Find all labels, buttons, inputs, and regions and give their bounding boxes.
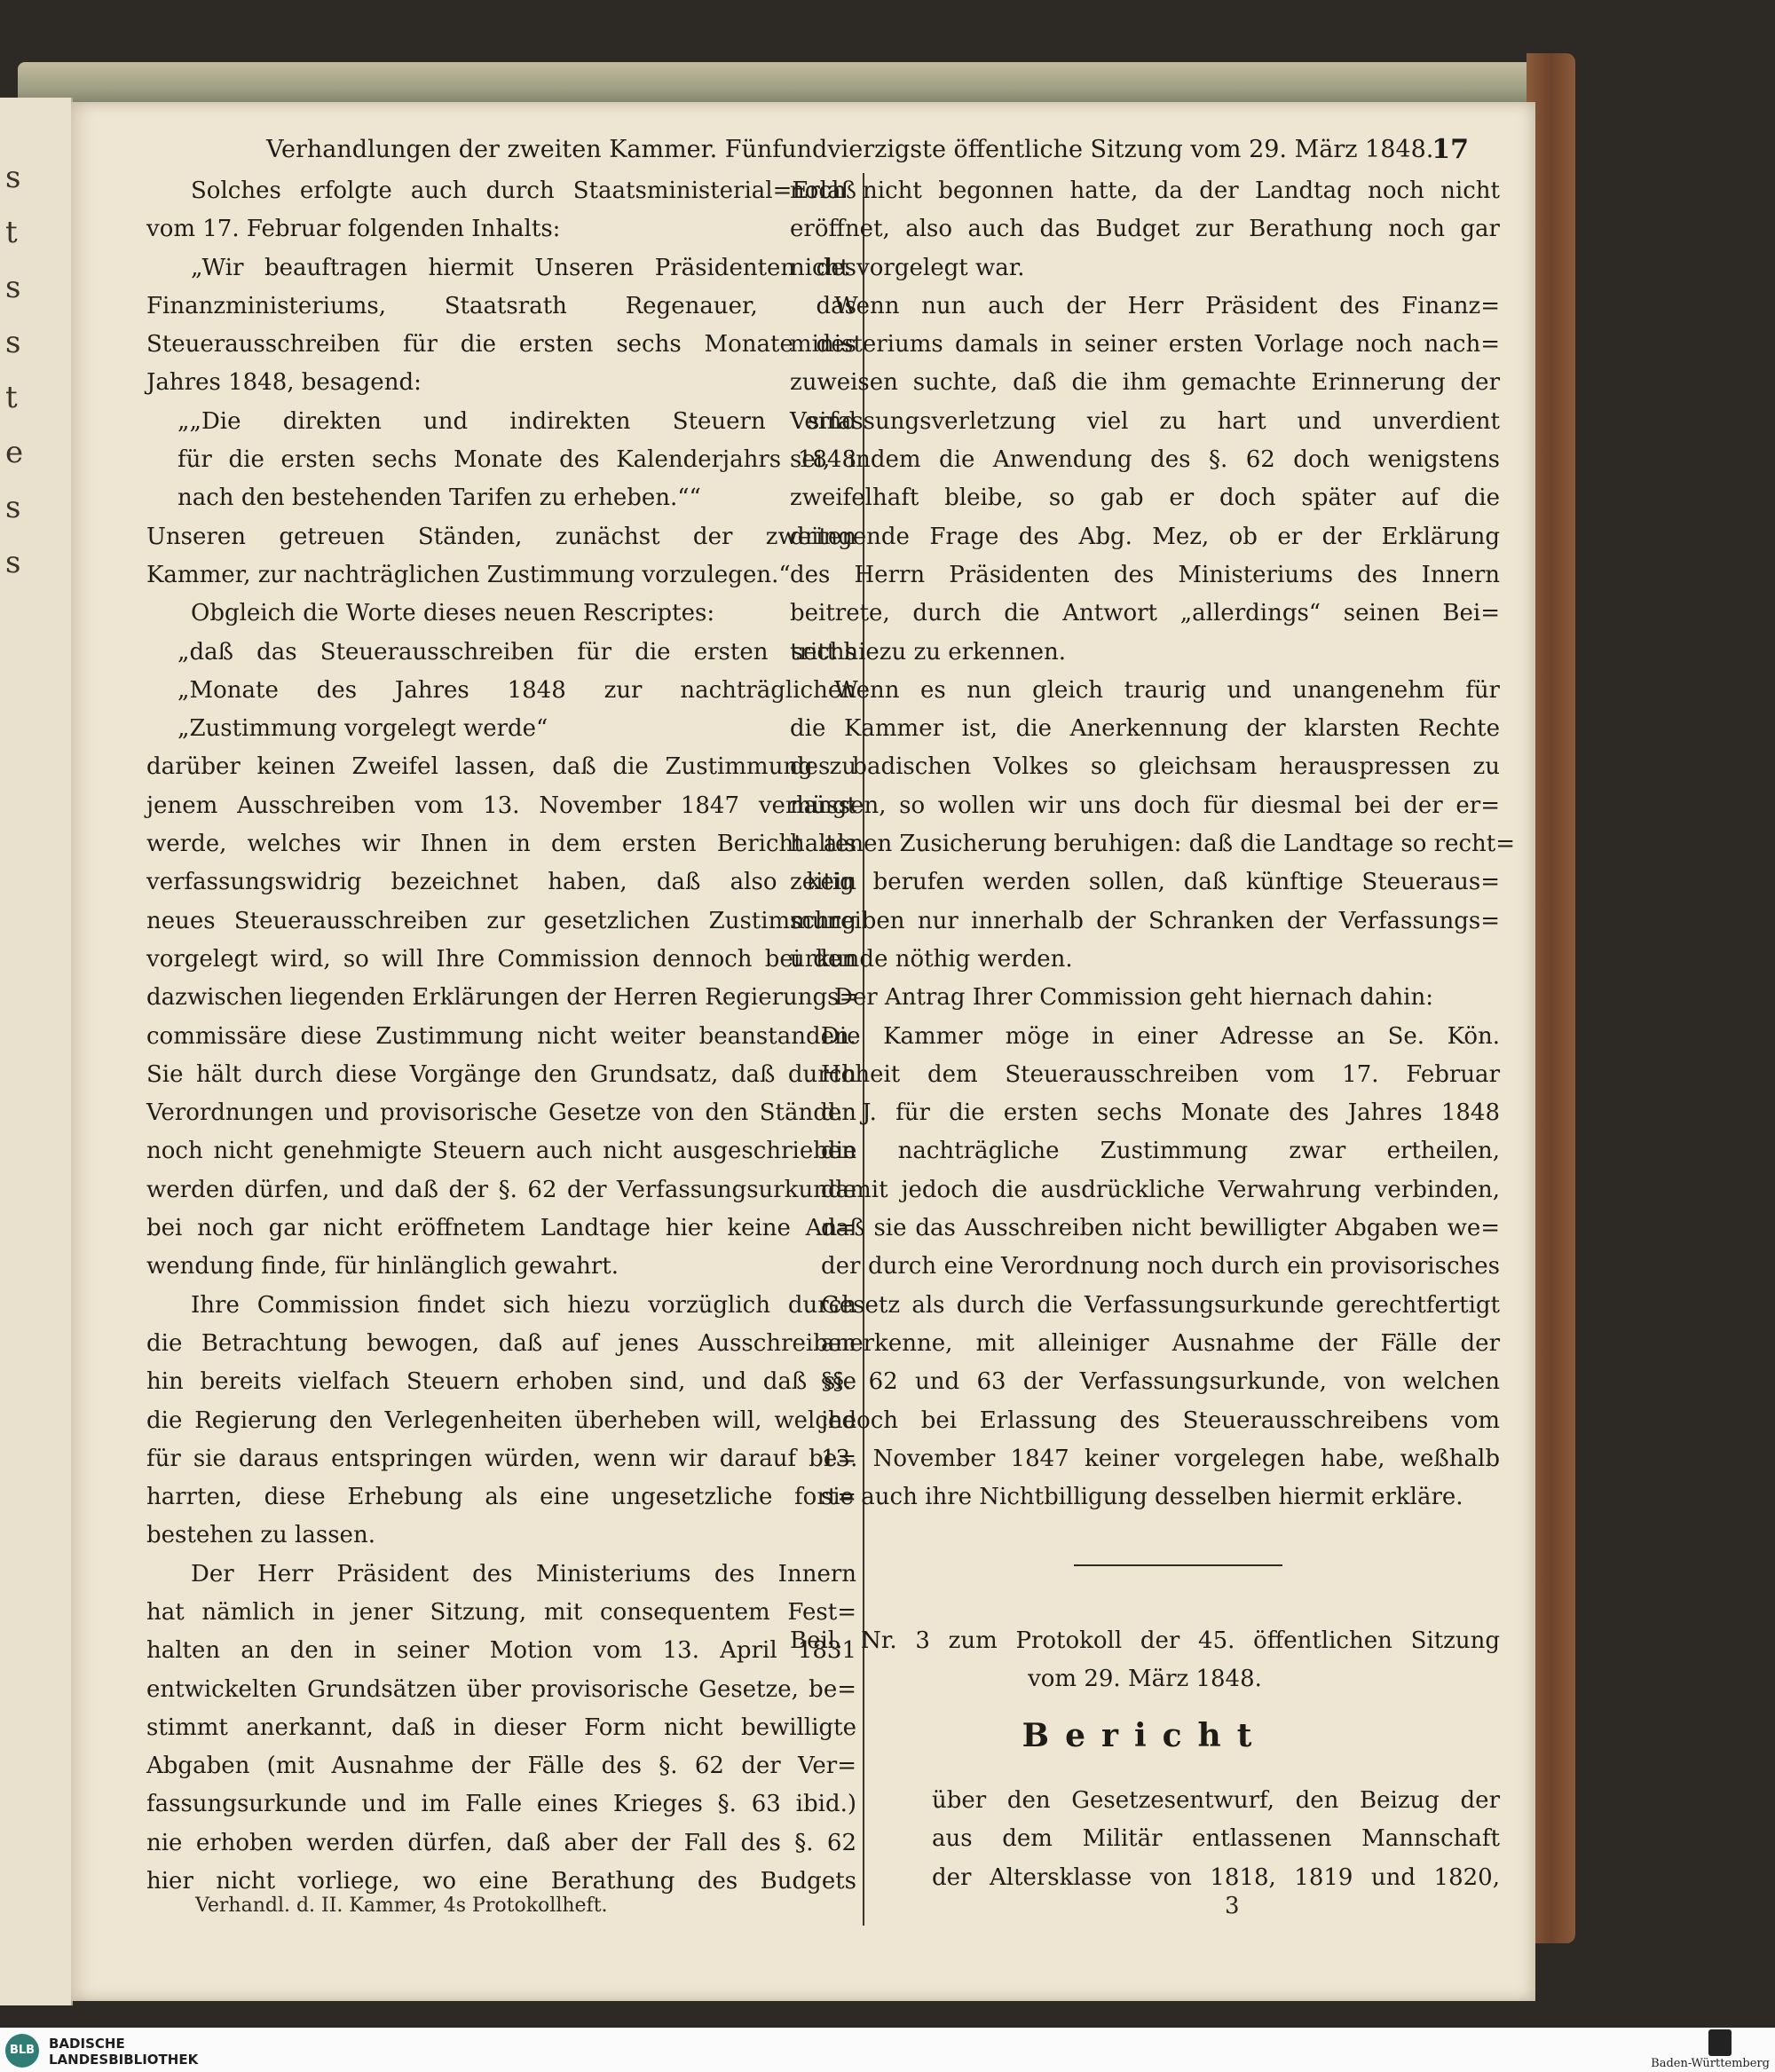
text-line: daß sie das Ausschreiben nicht bewilligter Abgaben we= — [821, 1215, 1500, 1242]
text-line: zeitig berufen werden sollen, daß künftige Steueraus= — [790, 869, 1500, 896]
text-line: darüber keinen Zweifel lassen, daß die Zustimmung zu — [146, 753, 856, 781]
text-line: über den Gesetzesentwurf, den Beizug der — [932, 1787, 1500, 1814]
text-line: hier nicht vorliege, wo eine Berathung des Budgets — [146, 1868, 856, 1895]
coat-of-arms-icon — [1708, 2029, 1732, 2056]
text-line: Der Herr Präsident des Ministeriums des Innern — [191, 1560, 856, 1587]
text-line: für die ersten sechs Monate des Kalenderjahrs 1848 — [178, 446, 856, 474]
text-line: die nachträgliche Zustimmung zwar ertheilen, — [821, 1138, 1500, 1165]
beilage-line: vom 29. März 1848. — [1028, 1666, 1262, 1692]
left-page-fragment: s — [5, 160, 21, 195]
beilage-heading — [790, 1622, 1500, 1698]
left-page-fragment: s — [5, 545, 21, 580]
text-line: „„Die direkten und indirekten Steuern sind — [178, 407, 856, 435]
text-line: Steuerausschreiben für die ersten sechs Monate des — [146, 331, 856, 358]
text-line: eröffnet, also auch das Budget zur Berathung noch gar — [790, 216, 1500, 243]
text-line: Der Antrag Ihrer Commission geht hiernach dahin: — [834, 984, 1433, 1012]
text-line: bei noch gar nicht eröffnetem Landtage hier keine An= — [146, 1215, 856, 1242]
text-line: Wenn es nun gleich traurig und unangenehm für — [834, 676, 1500, 704]
text-line: damit jedoch die ausdrückliche Verwahrung verbinden, — [821, 1176, 1500, 1203]
text-line: schreiben nur innerhalb der Schranken der Verfassungs= — [790, 907, 1500, 934]
text-line: nie erhoben werden dürfen, daß aber der Fall des §. 62 — [146, 1829, 856, 1856]
text-line: neues Steuerausschreiben zur gesetzlichen Zustimmung — [146, 907, 856, 934]
left-page-fragment: t — [5, 380, 18, 415]
page-number: 17 — [1432, 134, 1469, 165]
text-line: werde, welches wir Ihnen in dem ersten Bericht als — [146, 831, 856, 858]
text-line: nach den bestehenden Tarifen zu erheben.““ — [178, 485, 701, 512]
text-line: hat nämlich in jener Sitzung, mit consequentem Fest= — [146, 1598, 856, 1626]
text-line: „Wir beauftragen hiermit Unseren Präsidenten des — [191, 254, 856, 281]
text-line: „daß das Steuerausschreiben für die ersten sechs — [178, 638, 856, 666]
book-top-edge — [18, 62, 1562, 106]
text-line: nicht vorgelegt war. — [790, 254, 1025, 281]
text-line: werden dürfen, und daß der §. 62 der Verfassungsurkunde — [146, 1176, 856, 1203]
text-line: „Zustimmung vorgelegt werde“ — [178, 715, 548, 743]
left-page-fragment: t — [5, 215, 18, 250]
text-line: Gesetz als durch die Verfassungsurkunde gerechtfertigt — [821, 1291, 1500, 1319]
text-line: dringende Frage des Abg. Mez, ob er der Erklärung — [790, 523, 1500, 550]
blb-logo[interactable]: BLB — [5, 2034, 39, 2068]
text-line: aus dem Militär entlassenen Mannschaft — [932, 1825, 1500, 1853]
text-line: 13. November 1847 keiner vorgelegen habe, weßhalb — [821, 1445, 1500, 1472]
text-line: Jahres 1848, besagend: — [146, 369, 422, 397]
text-line: sie auch ihre Nichtbilligung desselben hiermit erkläre. — [821, 1484, 1463, 1511]
text-line: Solches erfolgte auch durch Staatsministerial=Erlaß — [191, 177, 856, 204]
text-line: harrten, diese Erhebung als eine ungesetzliche fort= — [146, 1484, 856, 1511]
text-line: Verordnungen und provisorische Gesetze von den Ständen — [146, 1099, 856, 1127]
text-line: Verfassungsverletzung viel zu hart und unverdient — [790, 407, 1500, 435]
text-line: Unseren getreuen Ständen, zunächst der zweiten — [146, 523, 856, 550]
text-line: die Betrachtung bewogen, daß auf jenes Ausschreiben — [146, 1329, 856, 1357]
text-line: anerkenne, mit alleiniger Ausnahme der Fälle der — [821, 1329, 1500, 1357]
text-line: haltenen Zusicherung beruhigen: daß die Landtage so recht= — [790, 831, 1515, 858]
text-line: urkunde nöthig werden. — [790, 945, 1073, 973]
text-line: dazwischen liegenden Erklärungen der Herren Regierungs= — [146, 984, 859, 1012]
left-page-fragment: s — [5, 490, 21, 525]
text-line: Kammer, zur nachträglichen Zustimmung vorzulegen.“ — [146, 561, 791, 588]
text-line: tritt hiezu zu erkennen. — [790, 638, 1067, 666]
text-line: d. J. für die ersten sechs Monate des Jahres 1848 — [821, 1099, 1500, 1127]
left-page-fragment: s — [5, 325, 21, 360]
bericht-subtitle — [932, 1782, 1500, 1897]
text-line: müssen, so wollen wir uns doch für diesmal bei der er= — [790, 792, 1500, 819]
text-line: der Altersklasse von 1818, 1819 und 1820, — [932, 1863, 1500, 1891]
left-page-fragment: s — [5, 270, 21, 305]
text-line: sei, indem die Anwendung des §. 62 doch wenigstens — [790, 446, 1500, 474]
text-line: vom 17. Februar folgenden Inhalts: — [146, 216, 561, 243]
text-line: der durch eine Verordnung noch durch ein provisorisches — [821, 1253, 1500, 1280]
left-column — [146, 172, 859, 1901]
section-separator — [1074, 1564, 1282, 1566]
text-line: Obgleich die Worte dieses neuen Rescriptes: — [191, 600, 715, 627]
text-line: beitrete, durch die Antwort „allerdings“ seinen Bei= — [790, 600, 1500, 627]
text-line: §§. 62 und 63 der Verfassungsurkunde, von welchen — [821, 1368, 1500, 1396]
text-line: halten an den in seiner Motion vom 13. April 1831 — [146, 1637, 856, 1665]
text-line: commissäre diese Zustimmung nicht weiter beanstanden. — [146, 1022, 856, 1050]
library-name-line: BADISCHE — [49, 2036, 125, 2052]
text-line: zuweisen suchte, daß die ihm gemachte Erinnerung der — [790, 369, 1500, 397]
running-title: Verhandlungen der zweiten Kammer. Fünfundvierzigste öffentliche Sitzung vom 29. März 1848. — [266, 136, 1434, 163]
text-line: Wenn nun auch der Herr Präsident des Finanz= — [834, 292, 1500, 319]
footer-signature: Verhandl. d. II. Kammer, 4s Protokollheft. — [195, 1895, 608, 1917]
book-page — [71, 102, 1535, 2001]
text-line: fassungsurkunde und im Falle eines Krieges §. 63 ibid.) — [146, 1791, 856, 1818]
state-mark: Baden-Württemberg — [1651, 2057, 1770, 2070]
text-line: bestehen zu lassen. — [146, 1522, 375, 1549]
footer-sheet-mark: 3 — [1225, 1893, 1240, 1919]
left-page-edge — [0, 98, 73, 2005]
text-line: Ihre Commission findet sich hiezu vorzüglich durch — [191, 1291, 856, 1319]
text-line: jedoch bei Erlassung des Steuerausschreibens vom — [821, 1406, 1500, 1434]
text-line: stimmt anerkannt, daß in dieser Form nicht bewilligte — [146, 1714, 856, 1741]
page-header — [266, 136, 1469, 163]
library-name[interactable] — [49, 2036, 198, 2068]
left-page-fragment: e — [5, 435, 24, 470]
text-line: die Regierung den Verlegenheiten überheben will, welche — [146, 1406, 856, 1434]
text-line: noch nicht begonnen hatte, da der Landtag noch nicht — [790, 177, 1500, 204]
text-line: des Herrn Präsidenten des Ministeriums des Innern — [790, 561, 1500, 588]
text-line: „Monate des Jahres 1848 zur nachträglichen — [178, 676, 856, 704]
library-name-line: LANDESBIBLIOTHEK — [49, 2052, 199, 2068]
text-line: ministeriums damals in seiner ersten Vorlage noch nach= — [790, 331, 1500, 358]
text-line: jenem Ausschreiben vom 13. November 1847 verlangt — [146, 792, 856, 819]
text-line: Abgaben (mit Ausnahme der Fälle des §. 62 der Ver= — [146, 1753, 856, 1780]
text-line: des badischen Volkes so gleichsam herauspressen zu — [790, 753, 1500, 781]
text-line: noch nicht genehmigte Steuern auch nicht ausgeschrieben — [146, 1138, 856, 1165]
text-line: für sie daraus entspringen würden, wenn wir darauf be= — [146, 1445, 856, 1472]
text-line: Hoheit dem Steuerausschreiben vom 17. Februar — [821, 1060, 1500, 1088]
text-line: hin bereits vielfach Steuern erhoben sind, und daß sie — [146, 1368, 856, 1396]
viewer-footer-bar — [0, 2028, 1775, 2072]
text-line: zweifelhaft bleibe, so gab er doch später auf die — [790, 485, 1500, 512]
beilage-line: Beil. Nr. 3 zum Protokoll der 45. öffentlichen Sitzung — [790, 1627, 1500, 1654]
text-line: Die Kammer möge in einer Adresse an Se. Kön. — [821, 1022, 1500, 1050]
text-line: wendung finde, für hinlänglich gewahrt. — [146, 1253, 619, 1280]
right-column — [790, 172, 1515, 1517]
text-line: vorgelegt wird, so will Ihre Commission dennoch bei den — [146, 945, 856, 973]
bericht-title: Bericht — [1022, 1717, 1268, 1754]
text-line: entwickelten Grundsätzen über provisorische Gesetze, be= — [146, 1675, 856, 1703]
text-line: verfassungswidrig bezeichnet haben, daß also kein — [146, 869, 856, 896]
text-line: Finanzministeriums, Staatsrath Regenauer, das — [146, 292, 856, 319]
text-line: die Kammer ist, die Anerkennung der klarsten Rechte — [790, 715, 1500, 743]
text-line: Sie hält durch diese Vorgänge den Grundsatz, daß durch — [146, 1060, 856, 1088]
